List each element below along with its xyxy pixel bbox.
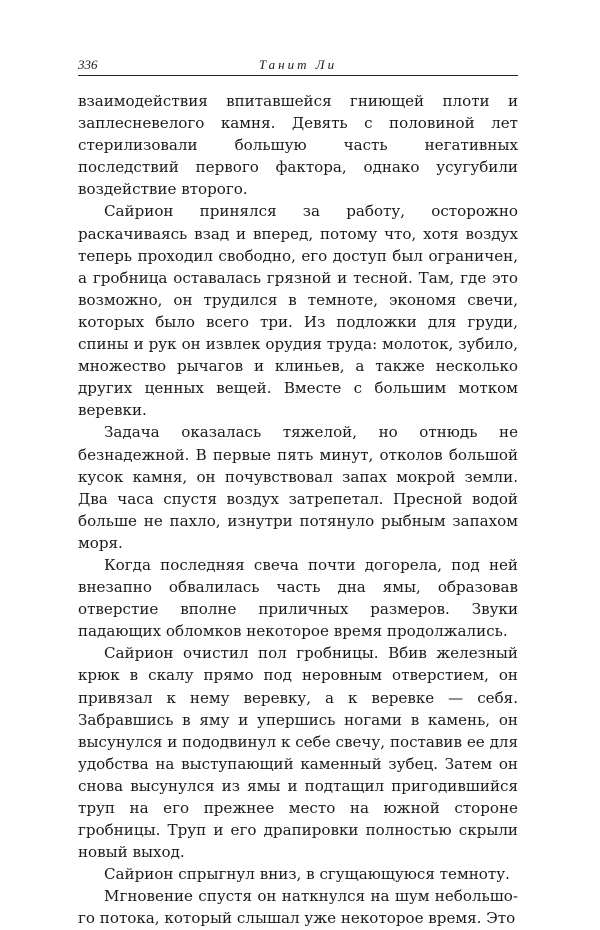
running-title: Танит Ли [258,57,338,72]
page-number: 336 [78,57,98,72]
paragraph: Сайрион очистил пол гробницы. Вбив железный крюк в скалу прямо под неровным отверстием, он привязал к нему веревку, а к веревке — себя. Забравшись в яму и упершись ногами в камень, он высунулся и пододвинул к себе свечу, поставив ее для удобства на выступающий каменный зубец. Затем он снова высунулся из ямы и подтащил пригодившийся труп на его прежнее место на южной стороне гробницы. Труп и его драпировки полностью скрыли новый выход. [78,644,518,862]
body-text [78,90,518,930]
paragraph: Задача оказалась тяжелой, но отнюдь не безнадежной. В первые пять минут, отколов большой кусок камня, он почувствовал запах мокрой земли. Два часа спустя воздух затрепетал. Пресной водой больше не пахло, изнутри потянуло рыбным запахом моря. [78,423,518,552]
paragraph: Мгновение спустя он наткнулся на шум небольшого потока, который слышал уже некоторое время. Это [78,887,518,928]
page-header [78,54,518,76]
paragraph: взаимодействия впитавшейся гниющей плоти и заплесневелого камня. Девять с половиной лет стерилизовали большую часть негативных последствий первого фактора, однако усугубили воздействие второго. [78,92,518,199]
header-rule [78,75,518,76]
paragraph: Сайрион спрыгнул вниз, в сгущающуюся темноту. [104,865,510,884]
paragraph: Когда последняя свеча почти догорела, под ней внезапно обвалилась часть дна ямы, образовав отверстие вполне приличных размеров. Звуки падающих обломков некоторое время продолжались. [78,555,518,641]
paragraph: Сайрион принялся за работу, осторожно раскачиваясь взад и вперед, потому что, хотя воздух теперь проходил свободно, его доступ был ограничен, а гробница оставалась грязной и тесной. Там, где это возможно, он трудился в темноте, экономя свечи, которых было всего три. Из подложки для груди, спины и рук он извлек орудия труда: молоток, зубило, множество рычагов и клиньев, а также несколько других ценных вещей. Вместе с большим мотком веревки. [78,202,518,420]
